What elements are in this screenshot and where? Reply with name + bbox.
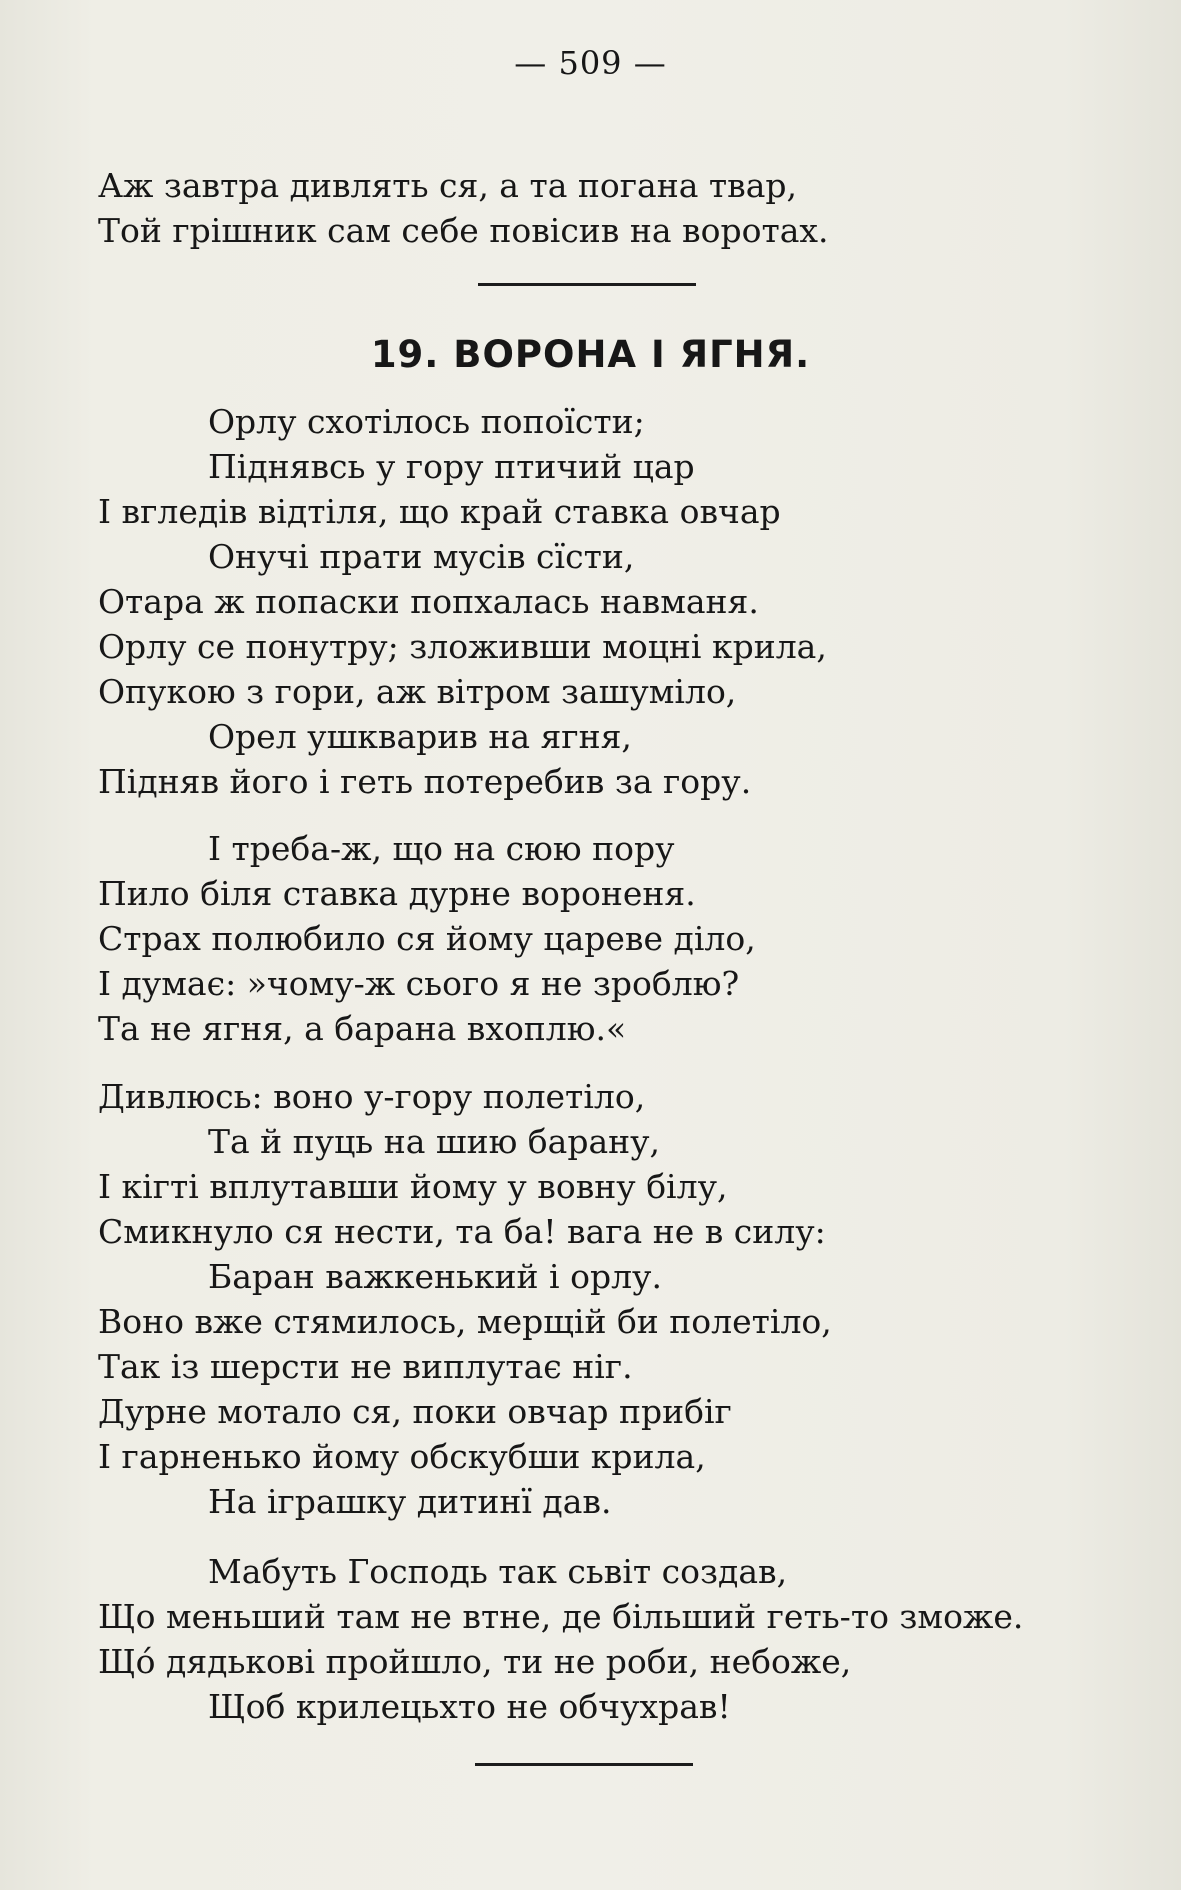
verse-line: Та й пуць на шию барану, (208, 1122, 661, 1161)
verse-line: Страх полюбило ся йому цареве діло, (98, 919, 756, 958)
verse-line: І думає: »чому-ж сього я не зроблю? (98, 964, 740, 1003)
section-divider (478, 283, 696, 286)
verse-line: Пило біля ставка дурне вороненя. (98, 874, 696, 913)
verse-line: Онучі прати мусів сїсти, (208, 537, 635, 576)
verse-line: Баран важкенький і орлу. (208, 1257, 662, 1296)
verse-line: Що меньший там не втне, де більший геть-то зможе. (98, 1597, 1024, 1636)
stanza-1 (98, 399, 1098, 804)
verse-line: Воно вже стямилось, мерщій би полетіло, (98, 1302, 832, 1341)
text-line: Аж завтра дивлять ся, а та погана твар, (98, 166, 797, 205)
verse-line: Щó дядькові пройшло, ти не роби, небоже, (98, 1642, 852, 1681)
verse-line: Смикнуло ся нести, та ба! вага не в силу: (98, 1212, 826, 1251)
page-number: — 509 — (514, 44, 667, 82)
verse-line: Щоб крилецьхто не обчухрав! (208, 1687, 731, 1726)
verse-line: Мабуть Господь так сьвіт создав, (208, 1552, 788, 1591)
verse-line: І кігті вплутавши йому у вовну білу, (98, 1167, 728, 1206)
verse-line: Підняв його і геть потеребив за гору. (98, 762, 752, 801)
intro-text (98, 163, 1098, 253)
verse-line: І гарненько йому обскубши крила, (98, 1437, 706, 1476)
verse-line: І треба-ж, що на сюю пору (208, 829, 675, 868)
verse-line: Так із шерсти не виплутає ніг. (98, 1347, 633, 1386)
verse-line: Отара ж попаски попхалась навманя. (98, 582, 759, 621)
verse-line: Піднявсь у гору птичий цар (208, 447, 695, 486)
verse-line: Дурне мотало ся, поки овчар прибіг (98, 1392, 732, 1431)
stanza-4 (98, 1549, 1098, 1729)
verse-line: Орлу се понутру; зложивши моцні крила, (98, 627, 827, 666)
verse-line: На іграшку дитинї дав. (208, 1482, 612, 1521)
verse-line: Орлу схотілось попоїсти; (208, 402, 645, 441)
end-divider (475, 1763, 693, 1766)
text-line: Той грішник сам себе повісив на воротах. (98, 211, 829, 250)
verse-line: І вгледів відтіля, що край ставка овчар (98, 492, 781, 531)
fable-title: 19. ВОРОНА І ЯГНЯ. (370, 333, 811, 376)
stanza-2 (98, 826, 1098, 1051)
stanza-3 (98, 1074, 1098, 1524)
verse-line: Дивлюсь: воно у-гору полетіло, (98, 1077, 646, 1116)
verse-line: Орел ушкварив на ягня, (208, 717, 632, 756)
verse-line: Опукою з гори, аж вітром зашуміло, (98, 672, 737, 711)
verse-line: Та не ягня, а барана вхоплю.« (98, 1009, 627, 1048)
